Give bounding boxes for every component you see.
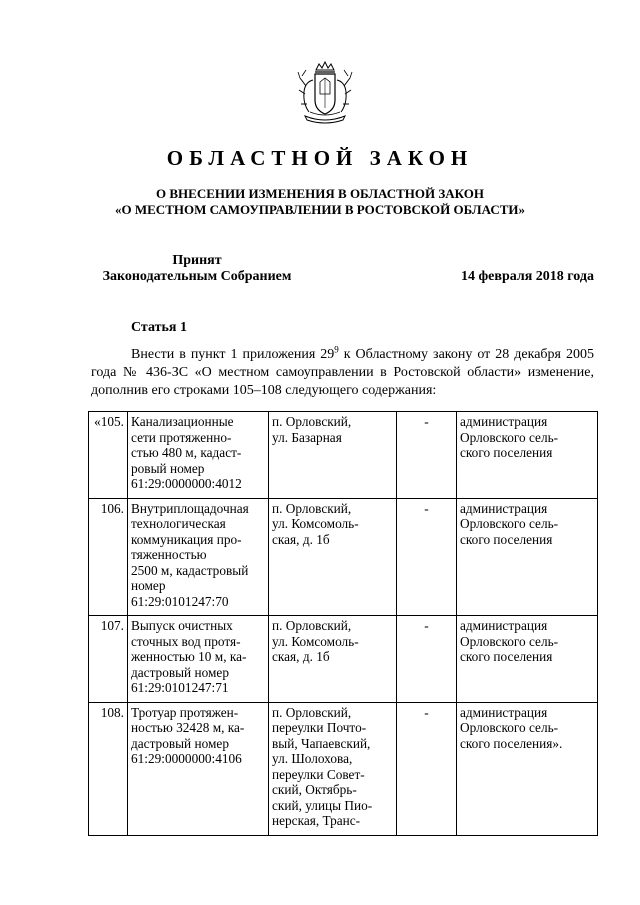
- address-line: переулки Совет-: [272, 766, 365, 782]
- address-line: ский, улицы Пио-: [272, 797, 373, 813]
- coat-of-arms-emblem: [296, 60, 354, 126]
- adopted-by: Законодательным Собранием: [102, 269, 292, 284]
- owner-line: администрация: [460, 704, 548, 720]
- adopted-block: [92, 253, 302, 285]
- address-line: п. Орловский,: [272, 414, 352, 429]
- address-line: п. Орловский,: [272, 500, 352, 516]
- row-object: [128, 616, 269, 703]
- row-number: 106.: [89, 498, 128, 616]
- address-line: п. Орловский,: [272, 704, 352, 720]
- owner-line: администрация: [460, 618, 548, 633]
- object-line: дастровый номер: [131, 735, 229, 751]
- object-line: 61:29:0101247:71: [131, 680, 229, 695]
- address-line: вый, Чапаевский,: [272, 735, 371, 751]
- amendment-table: [88, 411, 598, 836]
- row-address: [269, 498, 397, 616]
- article-text-pre: Внести в пункт 1 приложения 29: [131, 347, 335, 362]
- object-line: сети протяженно-: [131, 429, 232, 445]
- address-line: ул. Шолохова,: [272, 751, 353, 766]
- object-line: тяженностью: [131, 547, 207, 562]
- owner-line: администрация: [460, 414, 548, 429]
- address-line: ул. Комсомоль-: [272, 516, 359, 531]
- object-line: дастровый номер: [131, 664, 229, 680]
- row-object: [128, 702, 269, 835]
- table-row: [89, 702, 598, 835]
- address-line: ская, д. 1б: [272, 531, 330, 547]
- row-object: [128, 498, 269, 616]
- address-line: ская, д. 1б: [272, 649, 330, 664]
- address-line: переулки Почто-: [272, 720, 367, 735]
- object-line: номер: [131, 578, 166, 593]
- object-line: 2500 м, кадастровый: [131, 562, 249, 578]
- object-line: стью 480 м, кадаст-: [131, 445, 242, 460]
- row-mark: -: [397, 412, 457, 499]
- object-line: женностью 10 м, ка-: [131, 649, 247, 664]
- table-row: [89, 412, 598, 499]
- object-line: коммуникация про-: [131, 531, 242, 547]
- adopted-label: Принят: [172, 253, 222, 268]
- object-line: Выпуск очистных: [131, 618, 233, 633]
- subtitle-line: «О МЕСТНОМ САМОУПРАВЛЕНИИ В РОСТОВСКОЙ ОБЛАСТИ»: [115, 202, 525, 217]
- object-line: 61:29:0000000:4106: [131, 751, 242, 766]
- table-row: [89, 498, 598, 616]
- row-number: 107.: [89, 616, 128, 703]
- article-text-post: к Областному закону от 28 декабря 2005 года № 436-ЗС «О местном самоуправлении в Ростовской области» изменение, дополнив его строками 105–108 следующего содержания:: [91, 347, 594, 398]
- table-row: [89, 616, 598, 703]
- object-line: Тротуар протяжен-: [131, 704, 239, 720]
- object-line: сточных вод протя-: [131, 633, 241, 649]
- address-line: нерская, Транс-: [272, 813, 361, 828]
- address-line: ский, Октябрь-: [272, 782, 357, 797]
- row-address: [269, 616, 397, 703]
- object-line: ровый номер: [131, 460, 205, 476]
- object-line: Канализационные: [131, 414, 234, 429]
- owner-line: Орловского сель-: [460, 429, 559, 445]
- owner-line: ского поселения: [460, 531, 553, 547]
- row-mark: -: [397, 702, 457, 835]
- row-owner: [457, 412, 598, 499]
- row-owner: [457, 498, 598, 616]
- adopted-date: 14 февраля 2018 года: [461, 269, 594, 284]
- row-mark: -: [397, 498, 457, 616]
- object-line: 61:29:0000000:4012: [131, 476, 242, 491]
- subtitle-line: О ВНЕСЕНИИ ИЗМЕНЕНИЯ В ОБЛАСТНОЙ ЗАКОН: [156, 186, 484, 201]
- row-object: [128, 412, 269, 499]
- row-owner: [457, 616, 598, 703]
- object-line: Внутриплощадочная: [131, 500, 249, 516]
- article-heading: Статья 1: [131, 320, 187, 335]
- address-line: ул. Базарная: [272, 429, 342, 445]
- object-line: 61:29:0101247:70: [131, 593, 229, 609]
- object-line: ностью 32428 м, ка-: [131, 720, 245, 735]
- address-line: п. Орловский,: [272, 618, 352, 633]
- law-title: ОБЛАСТНОЙ ЗАКОН: [166, 146, 474, 170]
- owner-line: ского поселения: [460, 445, 553, 460]
- row-mark: -: [397, 616, 457, 703]
- row-number: «105.: [89, 412, 128, 499]
- owner-line: ского поселения: [460, 649, 553, 664]
- row-owner: [457, 702, 598, 835]
- object-line: технологическая: [131, 516, 226, 531]
- article-text: [91, 346, 594, 400]
- article-text-superscript: 9: [334, 344, 339, 355]
- owner-line: Орловского сель-: [460, 516, 559, 531]
- row-number: 108.: [89, 702, 128, 835]
- owner-line: администрация: [460, 500, 548, 516]
- law-subtitle: [0, 186, 640, 218]
- owner-line: Орловского сель-: [460, 720, 559, 735]
- row-address: [269, 412, 397, 499]
- owner-line: Орловского сель-: [460, 633, 559, 649]
- address-line: ул. Комсомоль-: [272, 633, 359, 649]
- row-address: [269, 702, 397, 835]
- owner-line: ского поселения».: [460, 735, 563, 751]
